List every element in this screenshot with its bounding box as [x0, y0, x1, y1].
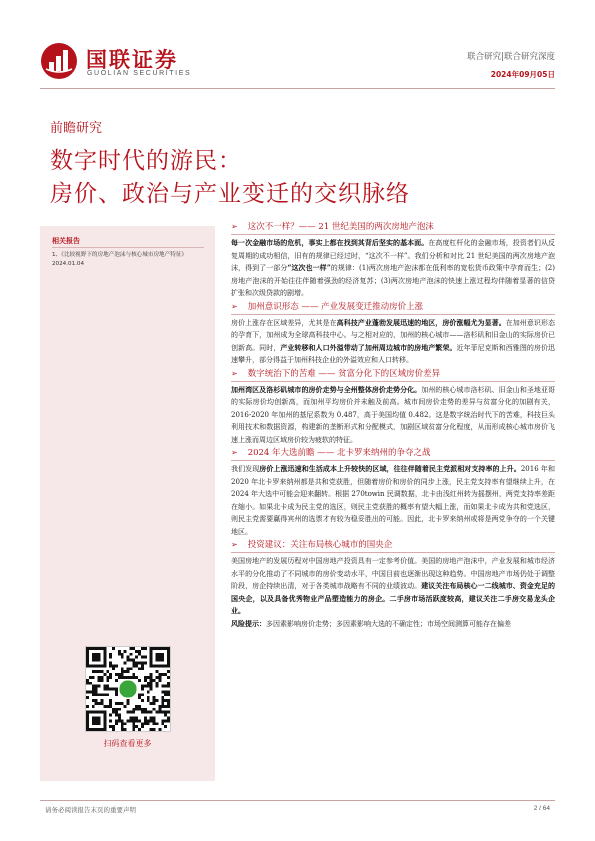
- emphasis-text: 建议关注布局核心一二线城市、资金充足的国央企，以及具备优秀物业产品塑造能力的房企。二手房市场活跃度较高，建议关注二手房交易龙头企业。: [231, 581, 556, 615]
- report-kicker: 前瞻研究: [50, 121, 103, 136]
- section-paragraph: [231, 555, 555, 618]
- body-text: 在高度杠杆化的金融市场，投资者们从反复周期的成功相信，旧有的规律已经过时，“这次不一样”。我们分析和对比 21 世纪美国的两次房地产泡沫，得到了一部分: [231, 239, 556, 272]
- related-reports-heading: 相关报告: [52, 237, 80, 245]
- section-paragraph: [231, 463, 555, 538]
- body-text: 多因素影响房价走势；多因素影响大选的不确定性；市场空间测算可能存在偏差: [266, 619, 511, 628]
- footer-disclaimer: 请务必阅读报告末页的重要声明: [45, 806, 136, 814]
- section-paragraph: [231, 317, 555, 367]
- section-heading-text: 2024 年大选前瞻 —— 北卡罗来纳州的争夺之战: [247, 448, 431, 458]
- arrow-bullet-icon: ➢: [231, 222, 238, 231]
- page-number: 2 / 64: [533, 805, 550, 812]
- summary-section: [231, 447, 555, 538]
- section-heading: [231, 447, 555, 461]
- emphasis-text: 高科技产业蓬勃发展迅速的地区，房价涨幅尤为显著。: [336, 317, 506, 327]
- sidebar: [40, 226, 215, 781]
- arrow-bullet-icon: ➢: [231, 301, 238, 311]
- section-heading: [231, 368, 555, 382]
- body-text: 的规律：(1)两次房地产泡沫都在低利率的宽松货币政策中孕育而生；(2)房地产泡沫的开始往往伴随着强劲的经济复苏；(3)两次房地产泡沫的快速上涨过程均伴随着显著的信贷扩张和次级贷款的剧增。: [231, 264, 555, 297]
- report-title-line-1: 数字时代的游民：: [50, 148, 242, 174]
- section-heading-text: 投资建议：关注布局核心城市的国央企: [247, 540, 393, 550]
- section-heading-text: 数字统治下的苦难 —— 贫富分化下的区域房价差异: [247, 368, 441, 379]
- report-category: 联合研究|联合研究深度: [467, 52, 555, 62]
- summary-section: [231, 539, 555, 630]
- section-paragraph: [231, 618, 555, 631]
- guolian-logo-icon: [40, 42, 78, 80]
- summary-section: [231, 221, 555, 300]
- section-paragraph: [231, 237, 555, 300]
- body-text: 美国房地产的发展历程对中国房地产投资具有一定参考价值。美国的房地产泡沫中，产业发展和城市经济水平的分化推动了不同城市的房价变动水平，中国目前也逐渐出现这种趋势。中国房地产市场仍处于调整阶段，房企持续出清，对于各类城市战略有不同的业绩波动。: [231, 557, 555, 590]
- header-meta: [467, 50, 555, 80]
- report-summary: [231, 221, 555, 631]
- emphasis-text: 加州湾区及洛杉矶城市的房价走势与全州整体房价走势分化。: [231, 384, 422, 394]
- body-text: 在加州意识形态的孕育下，加州成为全球高科技中心。与之相对应的，加州的核心城市——洛杉矶和旧金山的实际房价已创新高。同时，: [231, 318, 556, 352]
- header-divider: [40, 88, 555, 89]
- summary-section: [231, 368, 555, 447]
- body-text: 加州的核心城市洛杉矶、旧金山和圣地亚哥的实际房价均创新高，而加州平均房价并未触及前高。城市间房价走势的差异与贫富分化的加剧有关，2016-2020 年加州的基尼系数为 0.487，高于美国均值 0.482。这是数字统治时代下的苦难，科技巨头利用技术和数据资源，构建新的垄断形式和分配模式，加剧区域贫富分化程度，从而形成核心城市房价飞速上涨而周边区域房价较为疲软的特征。: [231, 385, 556, 444]
- emphasis-text: 产业转移和人口外溢带动了加州周边城市的房地产繁荣。: [280, 342, 457, 352]
- summary-section: [231, 301, 555, 367]
- arrow-bullet-icon: ➢: [231, 448, 238, 457]
- section-heading: [231, 539, 555, 553]
- related-reports-divider: [52, 247, 204, 248]
- emphasis-text: 房价上涨迅速和生活成本上升较快的区域，往往伴随着民主党派相对支持率的上升。: [259, 464, 521, 473]
- section-heading-text: 这次不一样？—— 21 世纪美国的两次房地产泡沫: [247, 222, 434, 232]
- arrow-bullet-icon: ➢: [231, 368, 238, 378]
- body-text: 2016 年和 2020 年北卡罗来纳州都是共和党获胜，但随着房价和房价的同步上涨，民主党支持率有望继续上升，在 2024 年大选中可能会迎来翻转。根据 270towin 民调数据，北卡由浅红州转为摇摆州，两党支持率差距在缩小。如果北卡成为民主党的选区，则民主党获胜的概率有望大幅上涨，而如果北卡成为共和党选区，则民主党需要赢得宾州的选票才有较为稳妥胜出的可能。因此，北卡罗来纳州或将是两党争夺的一个关键地区。: [231, 465, 556, 536]
- report-title-line-2: 房价、政治与产业变迁的交织脉络: [50, 181, 410, 207]
- qr-code-image[interactable]: [85, 646, 171, 732]
- section-heading-text: 加州意识形态 —— 产业发展变迁推动房价上涨: [247, 301, 424, 312]
- arrow-bullet-icon: ➢: [231, 540, 238, 549]
- body-text: 近年菲尼克斯和西雅图的房价迅速攀升，部分得益于加州科技企业的外溢效应和人口转移。: [231, 343, 556, 364]
- related-report-link[interactable]: 1、《比较视野下的房地产泡沫与核心城市房地产特征》2024.01.04: [52, 252, 188, 267]
- emphasis-text: “这次也一样”: [287, 263, 331, 272]
- logo-chinese-name: 国联证券: [86, 48, 178, 72]
- report-date: 2024年09月05日: [490, 70, 555, 79]
- logo-english-name: GUOLIAN SECURITIES: [87, 70, 192, 77]
- qr-caption: 扫码查看更多: [103, 739, 152, 748]
- page-header: [40, 40, 555, 85]
- section-heading: [231, 301, 555, 315]
- qr-code-graphic: [86, 647, 170, 731]
- emphasis-text: 每一次金融市场的危机，事实上都在找到其背后坚实的基本面。: [231, 238, 429, 247]
- body-text: 房价上涨存在区域差异，尤其是在: [231, 318, 337, 327]
- section-paragraph: [231, 384, 555, 447]
- footer-divider: [40, 800, 555, 801]
- emphasis-text: 风险提示：: [231, 618, 266, 628]
- body-text: 我们发现: [231, 465, 260, 473]
- section-heading: [231, 221, 555, 235]
